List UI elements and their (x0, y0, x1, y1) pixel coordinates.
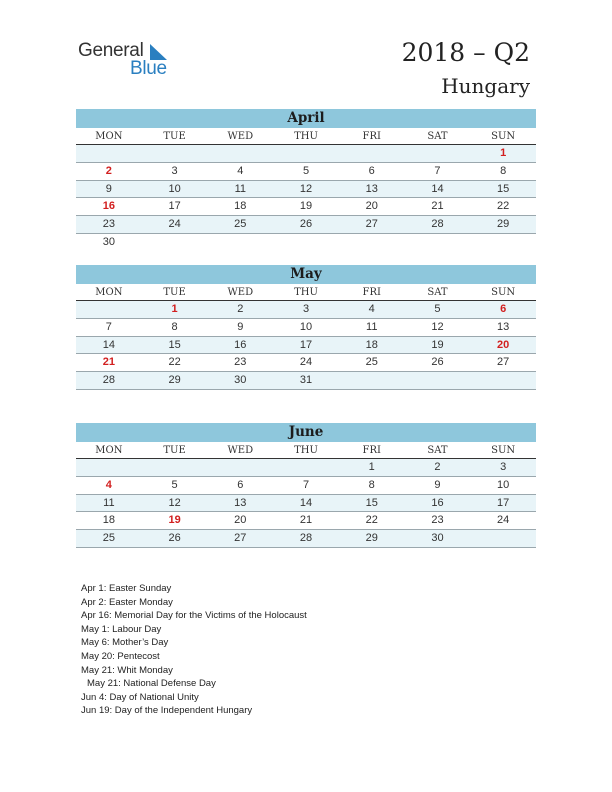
weekday-label: FRI (362, 445, 381, 456)
day-cell: 6 (500, 303, 507, 315)
day-cell: 12 (431, 320, 444, 333)
empty-day-cell (470, 372, 536, 389)
day-cell: 19 (299, 200, 313, 213)
day-cell: 2 (105, 164, 112, 177)
weekday-label: TUE (163, 287, 186, 298)
weekday-label: SAT (427, 131, 448, 142)
logo-text-general: General (78, 40, 144, 61)
month-april (76, 109, 536, 252)
week-row (76, 512, 536, 530)
day-cell: 22 (168, 356, 181, 369)
weekday-label: MON (95, 445, 123, 456)
weekday-label: FRI (362, 131, 381, 142)
week-row (76, 459, 536, 477)
weekday-label: SUN (491, 445, 516, 456)
day-cell: 21 (102, 356, 115, 369)
empty-day-cell (405, 145, 471, 162)
empty-day-cell (339, 372, 405, 389)
day-cell: 10 (299, 320, 313, 333)
week-row (76, 354, 536, 372)
day-cell: 5 (171, 478, 178, 491)
weekday-label: THU (294, 287, 318, 298)
empty-day-cell (76, 145, 142, 162)
day-cell: 2 (237, 303, 244, 315)
day-cell: 14 (431, 182, 444, 195)
day-cell: 28 (102, 374, 115, 387)
day-cell: 14 (299, 496, 313, 509)
day-cell: 10 (497, 478, 510, 491)
day-cell: 4 (368, 303, 375, 315)
day-cell: 18 (102, 514, 115, 527)
day-cell: 12 (299, 182, 313, 195)
day-cell: 16 (431, 496, 444, 509)
holiday-entry: May 1: Labour Day (81, 623, 162, 635)
day-cell: 28 (299, 532, 313, 545)
weekday-label: WED (227, 131, 254, 142)
day-cell: 18 (234, 200, 247, 213)
day-cell: 11 (103, 496, 115, 509)
day-cell: 22 (365, 514, 378, 527)
logo-text-blue: Blue (130, 58, 167, 79)
day-cell: 20 (497, 338, 510, 351)
day-cell: 28 (431, 218, 444, 231)
day-cell: 13 (365, 182, 378, 195)
day-cell: 29 (168, 374, 181, 387)
day-cell: 15 (168, 338, 181, 351)
empty-day-cell (273, 145, 339, 162)
holiday-entry: Jun 19: Day of the Independent Hungary (81, 705, 253, 717)
day-cell: 15 (365, 496, 378, 509)
empty-day-cell (76, 459, 142, 476)
day-cell: 26 (299, 218, 313, 231)
day-cell: 10 (168, 182, 181, 195)
holiday-entry: May 21: National Defense Day (87, 678, 216, 690)
day-cell: 30 (234, 374, 247, 387)
day-cell: 14 (102, 338, 115, 351)
day-cell: 17 (299, 338, 313, 351)
month-may (76, 265, 536, 390)
day-cell: 25 (234, 218, 247, 231)
day-cell: 30 (431, 532, 444, 545)
empty-day-cell (273, 459, 339, 476)
day-cell: 7 (434, 164, 441, 177)
empty-day-cell (405, 372, 471, 389)
weekday-label: SUN (491, 287, 516, 298)
weekday-label: MON (95, 131, 123, 142)
day-cell: 15 (497, 182, 510, 195)
day-cell: 25 (365, 356, 378, 369)
holiday-entry: Apr 2: Easter Monday (81, 596, 173, 608)
empty-day-cell (142, 459, 208, 476)
empty-day-cell (142, 145, 208, 162)
week-row (76, 198, 536, 216)
week-row (76, 530, 536, 548)
week-row (76, 495, 536, 513)
week-row (76, 477, 536, 495)
day-cell: 24 (168, 218, 181, 231)
weekday-header-row (76, 128, 536, 145)
holiday-entry: May 6: Mother’s Day (81, 637, 169, 649)
day-cell: 24 (497, 514, 510, 527)
day-cell: 25 (102, 532, 115, 545)
weekday-label: SAT (427, 445, 448, 456)
day-cell: 4 (105, 478, 112, 491)
holiday-entry: Apr 16: Memorial Day for the Victims of the Holocaust (81, 610, 307, 622)
day-cell: 5 (434, 303, 441, 315)
empty-day-cell (339, 234, 405, 252)
day-cell: 1 (368, 461, 375, 473)
empty-day-cell (273, 234, 339, 252)
week-row (76, 301, 536, 319)
week-row (76, 319, 536, 337)
day-cell: 29 (365, 532, 378, 545)
weekday-label: THU (294, 131, 318, 142)
day-cell: 30 (102, 235, 115, 248)
day-cell: 2 (434, 461, 441, 473)
page-title: 2018 – Q2 (401, 38, 530, 67)
day-cell: 12 (168, 496, 181, 509)
month-june (76, 423, 536, 548)
weekday-label: WED (227, 287, 254, 298)
day-cell: 19 (168, 514, 181, 527)
weekday-label: WED (227, 445, 254, 456)
week-row (76, 181, 536, 199)
day-cell: 7 (302, 478, 310, 491)
day-cell: 20 (365, 200, 378, 213)
day-cell: 23 (102, 218, 115, 231)
holiday-entry: Jun 4: Day of National Unity (81, 691, 199, 703)
day-cell: 9 (434, 478, 441, 491)
week-row (76, 216, 536, 234)
day-cell: 6 (237, 478, 244, 491)
day-cell: 1 (500, 147, 507, 159)
country-name: Hungary (441, 74, 530, 98)
day-cell: 26 (431, 356, 444, 369)
month-title: June (76, 423, 536, 442)
day-cell: 9 (237, 320, 244, 333)
day-cell: 27 (365, 218, 378, 231)
weekday-header-row (76, 442, 536, 459)
day-cell: 17 (497, 496, 510, 509)
week-row (76, 163, 536, 181)
day-cell: 27 (234, 532, 247, 545)
week-row (76, 145, 536, 163)
empty-day-cell (207, 145, 273, 162)
week-row (76, 337, 536, 355)
day-cell: 17 (168, 200, 181, 213)
day-cell: 23 (234, 356, 247, 369)
day-cell: 24 (299, 356, 313, 369)
day-cell: 31 (299, 374, 313, 387)
day-cell: 3 (500, 461, 507, 473)
day-cell: 4 (237, 164, 244, 177)
empty-day-cell (339, 145, 405, 162)
day-cell: 13 (234, 496, 247, 509)
holiday-list (81, 582, 307, 718)
day-cell: 7 (105, 320, 112, 333)
month-title: May (76, 265, 536, 284)
empty-day-cell (76, 301, 142, 318)
day-cell: 8 (171, 320, 178, 333)
week-row (76, 372, 536, 390)
weekday-label: SUN (491, 131, 516, 142)
weekday-header-row (76, 284, 536, 301)
day-cell: 9 (105, 182, 112, 195)
holiday-entry: Apr 1: Easter Sunday (81, 583, 172, 594)
day-cell: 16 (102, 200, 115, 213)
weekday-label: MON (95, 287, 123, 298)
day-cell: 11 (234, 182, 246, 195)
empty-day-cell (207, 234, 273, 252)
day-cell: 26 (168, 532, 181, 545)
day-cell: 13 (497, 320, 510, 333)
empty-day-cell (207, 459, 273, 476)
holiday-entry: May 21: Whit Monday (81, 664, 173, 676)
generalblue-logo (78, 40, 188, 82)
day-cell: 21 (431, 200, 444, 213)
empty-day-cell (405, 234, 471, 252)
day-cell: 21 (299, 514, 313, 527)
day-cell: 3 (302, 303, 310, 315)
day-cell: 20 (234, 514, 247, 527)
day-cell: 6 (368, 164, 375, 177)
weekday-label: THU (294, 445, 318, 456)
day-cell: 18 (365, 338, 378, 351)
weekday-label: SAT (427, 287, 448, 298)
weekday-label: TUE (163, 445, 186, 456)
weekday-label: TUE (163, 131, 186, 142)
day-cell: 22 (497, 200, 510, 213)
day-cell: 23 (431, 514, 444, 527)
day-cell: 29 (497, 218, 510, 231)
holiday-entry: May 20: Pentecost (81, 650, 160, 662)
weekday-label: FRI (362, 287, 381, 298)
day-cell: 11 (366, 320, 378, 333)
week-row (76, 234, 536, 252)
month-title: April (76, 109, 536, 128)
empty-day-cell (470, 234, 536, 252)
empty-day-cell (470, 530, 536, 547)
empty-day-cell (142, 234, 208, 252)
day-cell: 8 (368, 478, 375, 491)
day-cell: 19 (431, 338, 444, 351)
day-cell: 5 (302, 164, 310, 177)
day-cell: 3 (171, 164, 178, 177)
day-cell: 27 (497, 356, 510, 369)
day-cell: 8 (500, 164, 507, 177)
day-cell: 16 (234, 338, 247, 351)
day-cell: 1 (171, 303, 178, 315)
